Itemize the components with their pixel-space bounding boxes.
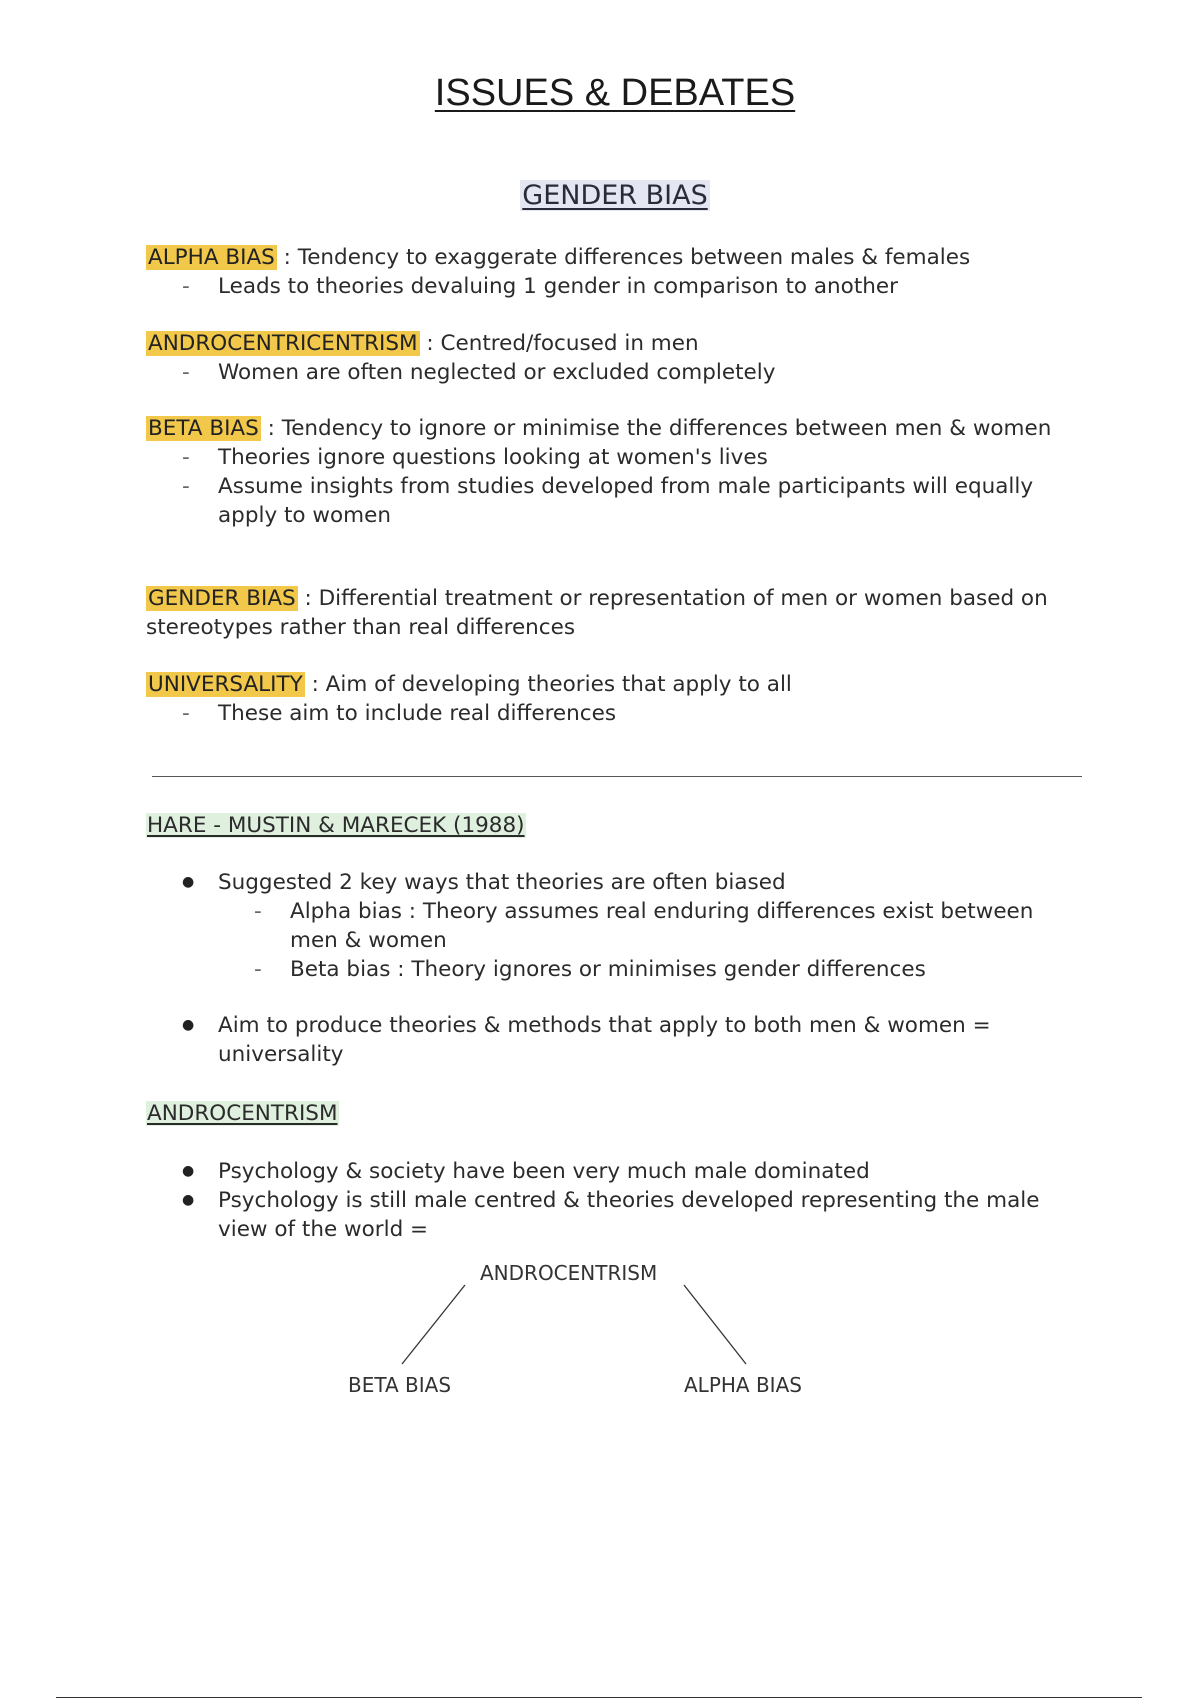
document-title: ISSUES & DEBATES [434,72,796,114]
term-highlight: GENDER BIAS [148,586,296,611]
definition-text: : Tendency to exaggerate differences between males & females [276,245,971,270]
list-item: - Alpha bias : Theory assumes real enduring differences exist between men & women [290,897,1086,955]
list-item: - Leads to theories devaluing 1 gender in comparison to another [218,272,1086,301]
list-item: - Beta bias : Theory ignores or minimises gender differences [290,955,1086,984]
androcentrism-section [146,1099,1086,1244]
definition-text: : Tendency to ignore or minimise the differences between men & women [260,416,1052,441]
section-heading-gender-bias: GENDER BIAS [522,180,708,211]
hare-section [146,811,1086,1069]
diagram-label-right: ALPHA BIAS [684,1373,802,1397]
diagram-line-right [684,1285,746,1364]
term-highlight: ALPHA BIAS [148,245,275,270]
definition-text: : Aim of developing theories that apply to all [304,672,792,697]
page-bottom-rule [56,1697,1142,1698]
definition-androcentricentrism [146,329,1086,387]
term-highlight: BETA BIAS [148,416,259,441]
list-item: - Assume insights from studies developed from male participants will equally apply to women [218,472,1086,530]
term-highlight: ANDROCENTRICENTRISM [148,331,418,356]
diagram-line-left [402,1285,465,1364]
definition-alpha-bias [146,243,1086,301]
definition-text: : Differential treatment or representation of men or women based on stereotypes rather than real differences [146,586,1048,640]
diagram-label-left: BETA BIAS [348,1373,452,1397]
list-item: - Women are often neglected or excluded completely [218,358,1086,387]
section-divider [152,776,1082,777]
bullet-text: Suggested 2 key ways that theories are often biased [218,870,786,895]
diagram-label-top: ANDROCENTRISM [480,1261,658,1285]
androcentrism-diagram [320,1255,840,1405]
list-item: ● Psychology is still male centred & theories developed representing the male view of the world = [218,1186,1086,1244]
definition-gender-bias [146,584,1086,642]
androcentrism-heading: ANDROCENTRISM [147,1101,338,1126]
list-item: ● Psychology & society have been very much male dominated [218,1157,1086,1186]
list-item: - Theories ignore questions looking at women's lives [218,443,1086,472]
list-item [218,868,1086,984]
term-highlight: UNIVERSALITY [148,672,303,697]
hare-heading: HARE - MUSTIN & MARECEK (1988) [147,813,525,838]
definition-text: : Centred/focused in men [419,331,699,356]
definition-beta-bias [146,414,1086,530]
list-item: - These aim to include real differences [218,699,1086,728]
list-item: ● Aim to produce theories & methods that apply to both men & women = universality [218,1011,1086,1069]
definition-universality [146,670,1086,728]
